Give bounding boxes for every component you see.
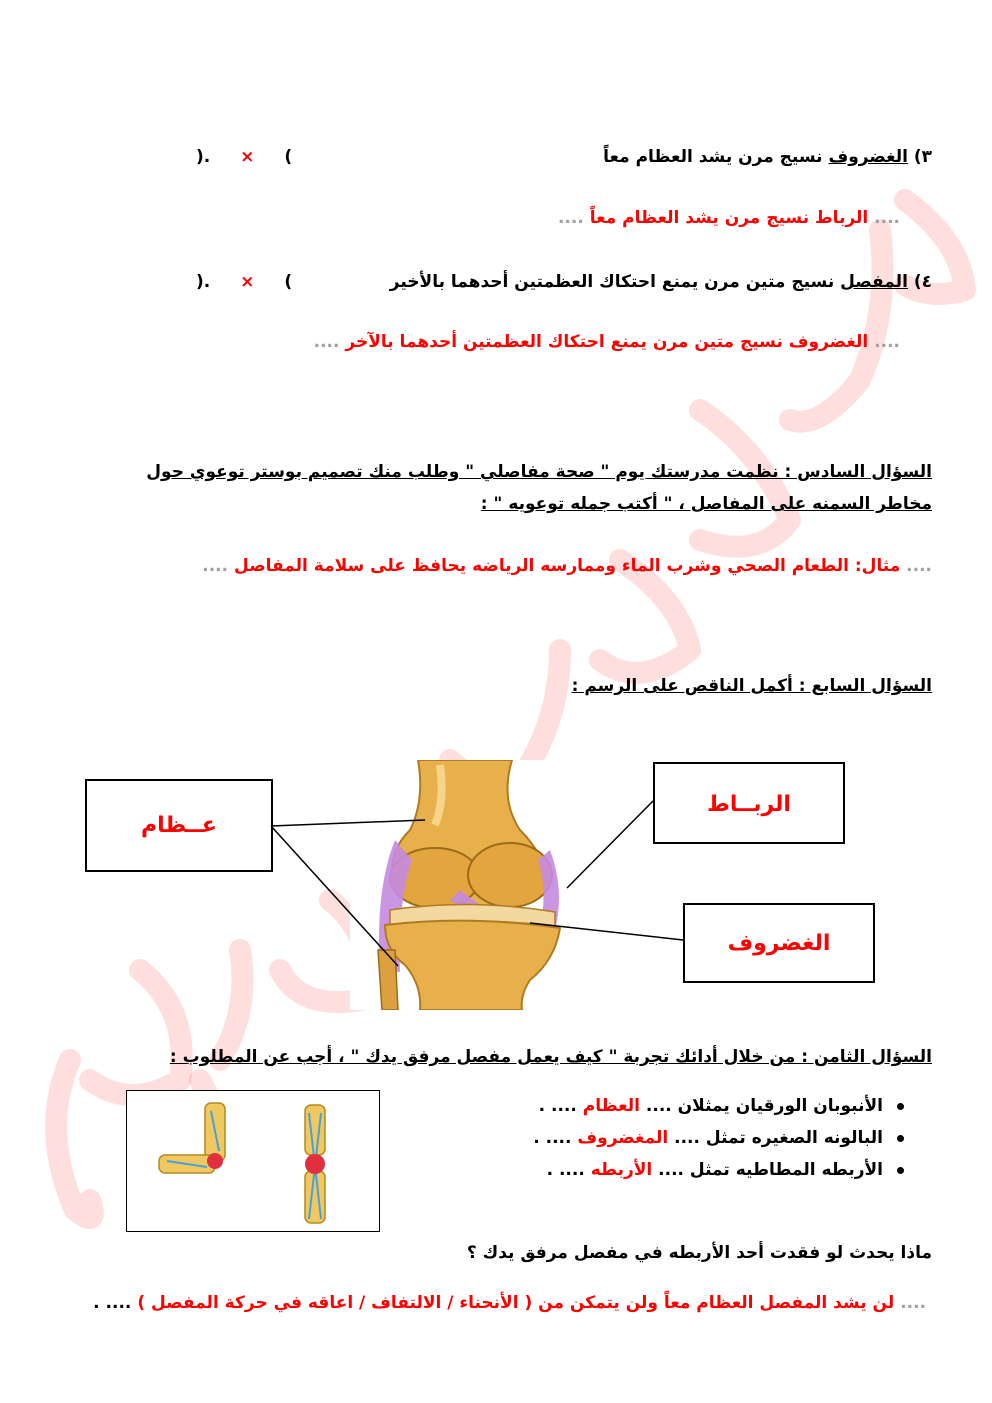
label-ligament: الربــاط [707,792,791,817]
q8-item-2-answer: المغضروف [577,1128,669,1148]
q3-cross: × [240,147,255,167]
q4-keyword: المفصل [840,272,908,292]
q6-answer-line: .... مثال: الطعام الصحي وشرب الماء وممارسه الرياضه يحافظ على سلامة المفاصل .... [202,556,932,576]
q4-correction: الغضروف نسيج متين مرن يمنع احتكاك العظمتين أحدهما بالآخر [345,332,869,352]
label-cartilage: الغضروف [727,931,831,956]
pointer-bone-tibia [271,826,398,966]
q3-text: نسيج مرن يشد العظام معاً [603,147,823,167]
elbow-model-picture [126,1090,380,1232]
q8-answer: لن يشد المفصل العظام معاً ولن يتمكن من ( الأنحناء / الالتفاف / اعاقه في حركة المفصل ) [137,1293,895,1313]
q6-title-line2: مخاطر السمنه على المفاصل ، " أكتب جمله توعويه " : [480,494,932,514]
q8-item-1-answer: العظام [582,1096,640,1116]
q8-item-2: البالونه الصغيره تمثل .... المغضروف .... . [533,1128,904,1160]
pointer-ligament [567,801,653,888]
q8-answer-line: .... لن يشد المفصل العظام معاً ولن يتمكن من ( الأنحناء / الالتفاف / اعاقه في حركة المفصل ) .... . [93,1293,926,1313]
q6-answer: مثال: الطعام الصحي وشرب الماء وممارسه الرياضه يحافظ على سلامة المفاصل [234,556,901,576]
pointer-cartilage [530,923,683,940]
paper-tubes-balloon-icon [127,1091,379,1231]
q4-number: ٤) [913,272,932,292]
label-bone: عــظام [141,813,217,838]
q8-question: ماذا يحدث لو فقدت أحد الأربطه في مفصل مرفق يدك ؟ [466,1243,932,1263]
q8-item-3: الأربطه المطاطيه تمثل .... الأربطه .... . [533,1160,904,1192]
q8-title: السؤال الثامن : من خلال أدائك تجربة " كيف يعمل مفصل مرفق يدك " ، أجب عن المطلوب : [169,1047,932,1067]
q3-keyword: الغضروف [828,147,908,167]
q8-item-1: الأنبوبان الورقيان يمثلان .... العظام .... . [533,1096,904,1128]
q3-correction: الرباط نسيج مرن يشد العظام معاً [589,208,869,228]
pointer-bone-femur [271,820,425,826]
q7-title: السؤال السابع : أكمل الناقص على الرسم : [571,676,932,696]
q3-mark: ). × ( [196,147,293,167]
q6-title-line1: السؤال السادس : نظمت مدرستك يوم " صحة مفاصلي " وطلب منك تصميم بوستر توعوي حول [146,462,932,482]
q4-mark: ). × ( [196,272,293,292]
q4-text: نسيج متين مرن يمنع احتكاك العظمتين أحدهما بالأخير [389,272,835,292]
q8-bullet-list [533,1096,904,1192]
q4-correction-line: .... الغضروف نسيج متين مرن يمنع احتكاك العظمتين أحدهما بالآخر .... [313,332,900,352]
q3-number: ٣) [913,147,932,167]
q4-cross: × [240,272,255,292]
q3-correction-line: .... الرباط نسيج مرن يشد العظام معاً .... [557,208,900,228]
q8-item-3-answer: الأربطه [590,1160,653,1180]
